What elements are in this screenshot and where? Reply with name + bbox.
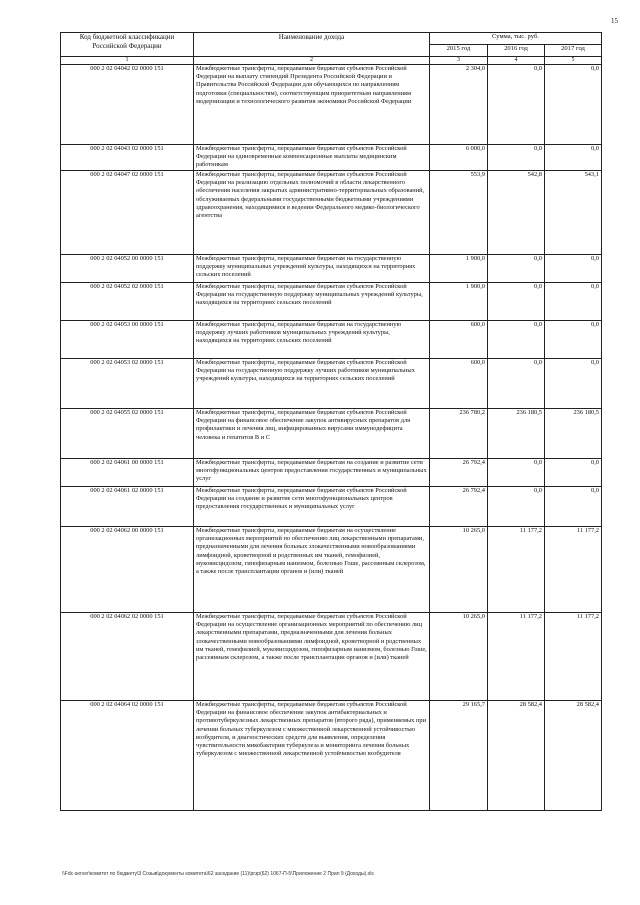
name-cell: Межбюджетные трансферты, передаваемые бюджетам на государственную поддержку лучших работников муниципальных учреждений культуры, находящихся на территориях сельских поселений xyxy=(194,321,430,359)
table-row xyxy=(61,359,602,409)
value-2015-cell: 10 265,0 xyxy=(430,527,488,613)
name-cell: Межбюджетные трансферты, передаваемые бюджетам субъектов Российской Федерации на реализацию отдельных полномочий в области лекарственного обеспечения населения закрытых административно-территориальных образований, обслуживаемых федеральными государственными бюджетными учреждениями здравоохранения, находящимися в ведении Федерального медико-биологического агентства xyxy=(194,171,430,255)
code-cell: 000 2 02 04053 00 0000 151 xyxy=(61,321,194,359)
value-2016-cell: 236 180,5 xyxy=(488,409,545,459)
value-2017-cell: 0,0 xyxy=(545,283,602,321)
code-cell: 000 2 02 04042 02 0000 151 xyxy=(61,65,194,145)
name-cell: Межбюджетные трансферты, передаваемые бюджетам на государственную поддержку муниципальных учреждений культуры, находящихся на территориях сельских поселений xyxy=(194,255,430,283)
name-cell: Межбюджетные трансферты, передаваемые бюджетам субъектов Российской Федерации на единовременные компенсационные выплаты медицинским работникам xyxy=(194,145,430,171)
code-cell: 000 2 02 04053 02 0000 151 xyxy=(61,359,194,409)
value-2016-cell: 542,8 xyxy=(488,171,545,255)
name-cell: Межбюджетные трансферты, передаваемые бюджетам субъектов Российской Федерации на государственную поддержку лучших работников муниципальных учреждений культуры, находящихся на территориях сельских поселений xyxy=(194,359,430,409)
value-2015-cell: 1 900,0 xyxy=(430,255,488,283)
table-row xyxy=(61,459,602,487)
value-2017-cell: 0,0 xyxy=(545,359,602,409)
table-row xyxy=(61,321,602,359)
table-row xyxy=(61,613,602,701)
value-2017-cell: 0,0 xyxy=(545,145,602,171)
value-2015-cell: 29 165,7 xyxy=(430,701,488,811)
column-numbers-row xyxy=(61,57,602,65)
header-year-2017: 2017 год xyxy=(545,45,602,57)
value-2016-cell: 11 177,2 xyxy=(488,613,545,701)
column-number: 4 xyxy=(488,57,545,65)
header-row xyxy=(61,33,602,45)
header-year-2016: 2016 год xyxy=(488,45,545,57)
header-year-2015: 2015 год xyxy=(430,45,488,57)
header-code: Код бюджетной классификации Российской Федерации xyxy=(61,33,194,57)
value-2015-cell: 26 792,4 xyxy=(430,459,488,487)
table-row xyxy=(61,701,602,811)
code-cell: 000 2 02 04061 00 0000 151 xyxy=(61,459,194,487)
table-row xyxy=(61,283,602,321)
header-sum: Сумма, тыс. руб. xyxy=(430,33,602,45)
code-cell: 000 2 02 04064 02 0000 151 xyxy=(61,701,194,811)
name-cell: Межбюджетные трансферты, передаваемые бюджетам субъектов Российской Федерации на финансовое обеспечение закупок антивирусных препаратов для профилактики и лечения лиц, инфицированных вирусами иммунодефицита человека и гепатитов B и C xyxy=(194,409,430,459)
value-2017-cell: 236 180,5 xyxy=(545,409,602,459)
value-2017-cell: 0,0 xyxy=(545,487,602,527)
value-2017-cell: 11 177,2 xyxy=(545,527,602,613)
value-2015-cell: 1 900,0 xyxy=(430,283,488,321)
table-row xyxy=(61,409,602,459)
value-2016-cell: 11 177,2 xyxy=(488,527,545,613)
value-2015-cell: 600,0 xyxy=(430,359,488,409)
value-2017-cell: 11 177,2 xyxy=(545,613,602,701)
value-2015-cell: 2 304,0 xyxy=(430,65,488,145)
column-number: 3 xyxy=(430,57,488,65)
value-2015-cell: 26 792,4 xyxy=(430,487,488,527)
value-2016-cell: 0,0 xyxy=(488,359,545,409)
name-cell: Межбюджетные трансферты, передаваемые бюджетам субъектов Российской Федерации на финансовое обеспечение закупок антибактериальных и противотуберкулезных лекарственных препаратов (второго ряда), применяемых при лечении больных туберкулезом с множественной лекарственной устойчивостью возбудителя, и диагностических средств для выявления, определения чувствительности микобактерии туберкулеза и мониторинга лечения больных туберкулезом с множественной лекарственной устойчивостью возбудителя xyxy=(194,701,430,811)
value-2017-cell: 0,0 xyxy=(545,255,602,283)
name-cell: Межбюджетные трансферты, передаваемые бюджетам субъектов Российской Федерации на государственную поддержку муниципальных учреждений культуры, находящихся на территориях сельских поселений xyxy=(194,283,430,321)
value-2015-cell: 600,0 xyxy=(430,321,488,359)
table-row xyxy=(61,145,602,171)
value-2016-cell: 0,0 xyxy=(488,283,545,321)
column-number: 5 xyxy=(545,57,602,65)
code-cell: 000 2 02 04047 02 0000 151 xyxy=(61,171,194,255)
header-name: Наименование дохода xyxy=(194,33,430,57)
value-2016-cell: 28 582,4 xyxy=(488,701,545,811)
code-cell: 000 2 02 04062 02 0000 151 xyxy=(61,613,194,701)
name-cell: Межбюджетные трансферты, передаваемые бюджетам субъектов Российской Федерации на создание и развитие сети многофункциональных центров предоставления государственных и муниципальных услуг xyxy=(194,487,430,527)
value-2017-cell: 0,0 xyxy=(545,459,602,487)
code-cell: 000 2 02 04062 00 0000 151 xyxy=(61,527,194,613)
value-2015-cell: 6 000,0 xyxy=(430,145,488,171)
value-2015-cell: 553,9 xyxy=(430,171,488,255)
value-2016-cell: 0,0 xyxy=(488,459,545,487)
table-row xyxy=(61,255,602,283)
value-2016-cell: 0,0 xyxy=(488,321,545,359)
table-row xyxy=(61,171,602,255)
code-cell: 000 2 02 04055 02 0000 151 xyxy=(61,409,194,459)
value-2017-cell: 543,1 xyxy=(545,171,602,255)
value-2016-cell: 0,0 xyxy=(488,255,545,283)
code-cell: 000 2 02 04043 02 0000 151 xyxy=(61,145,194,171)
name-cell: Межбюджетные трансферты, передаваемые бюджетам субъектов Российской Федерации на осуществление организационных мероприятий по обеспечению лиц лекарственными препаратами, предназначенными для лечения больных злокачественными новообразованиями лимфоидной, кроветворной и родственных им тканей, гемофилией, муковисцидозом, гипофизарным нанизмом, болезнью Гоше, рассеянным склерозом, а также после трансплантации органов и (или) тканей xyxy=(194,613,430,701)
value-2017-cell: 28 582,4 xyxy=(545,701,602,811)
value-2016-cell: 0,0 xyxy=(488,487,545,527)
budget-table xyxy=(60,32,602,811)
value-2015-cell: 10 265,0 xyxy=(430,613,488,701)
name-cell: Межбюджетные трансферты, передаваемые бюджетам на осуществление организационных мероприятий по обеспечению лиц лекарственными препаратами, предназначенными для лечения больных злокачественными новообразованиями лимфоидной, кроветворной и родственных им тканей, гемофилией, муковисцидозом, гипофизарным нанизмом, болезнью Гоше, рассеянным склерозом, а также после трансплантации органов и (или) тканей xyxy=(194,527,430,613)
value-2015-cell: 236 780,2 xyxy=(430,409,488,459)
page-number: 15 xyxy=(611,17,618,25)
code-cell: 000 2 02 04061 02 0000 151 xyxy=(61,487,194,527)
table-body xyxy=(61,65,602,811)
value-2017-cell: 0,0 xyxy=(545,65,602,145)
column-number: 1 xyxy=(61,57,194,65)
name-cell: Межбюджетные трансферты, передаваемые бюджетам субъектов Российской Федерации на выплату стипендий Президента Российской Федерации и Правительства Российской Федерации для обучающихся по направлениям подготовки (специальностям), соответствующим приоритетным направлениям модернизации и технологического развития экономики Российской Федерации xyxy=(194,65,430,145)
value-2016-cell: 0,0 xyxy=(488,65,545,145)
column-number: 2 xyxy=(194,57,430,65)
value-2017-cell: 0,0 xyxy=(545,321,602,359)
table-row xyxy=(61,527,602,613)
code-cell: 000 2 02 04052 02 0000 151 xyxy=(61,283,194,321)
code-cell: 000 2 02 04052 00 0000 151 xyxy=(61,255,194,283)
name-cell: Межбюджетные трансферты, передаваемые бюджетам на создание и развитие сети многофункциональных центров предоставления государственных и муниципальных услуг xyxy=(194,459,430,487)
table-row xyxy=(61,487,602,527)
value-2016-cell: 0,0 xyxy=(488,145,545,171)
table-row xyxy=(61,65,602,145)
file-path-footer: \\Fdc-server\комитет по бюджету\3 Созыв\документы комитета\62 заседание (11)\ргзр(62) 1067-П-5\Приложение 2 Прил 9 (Доходы).xls xyxy=(62,871,374,877)
